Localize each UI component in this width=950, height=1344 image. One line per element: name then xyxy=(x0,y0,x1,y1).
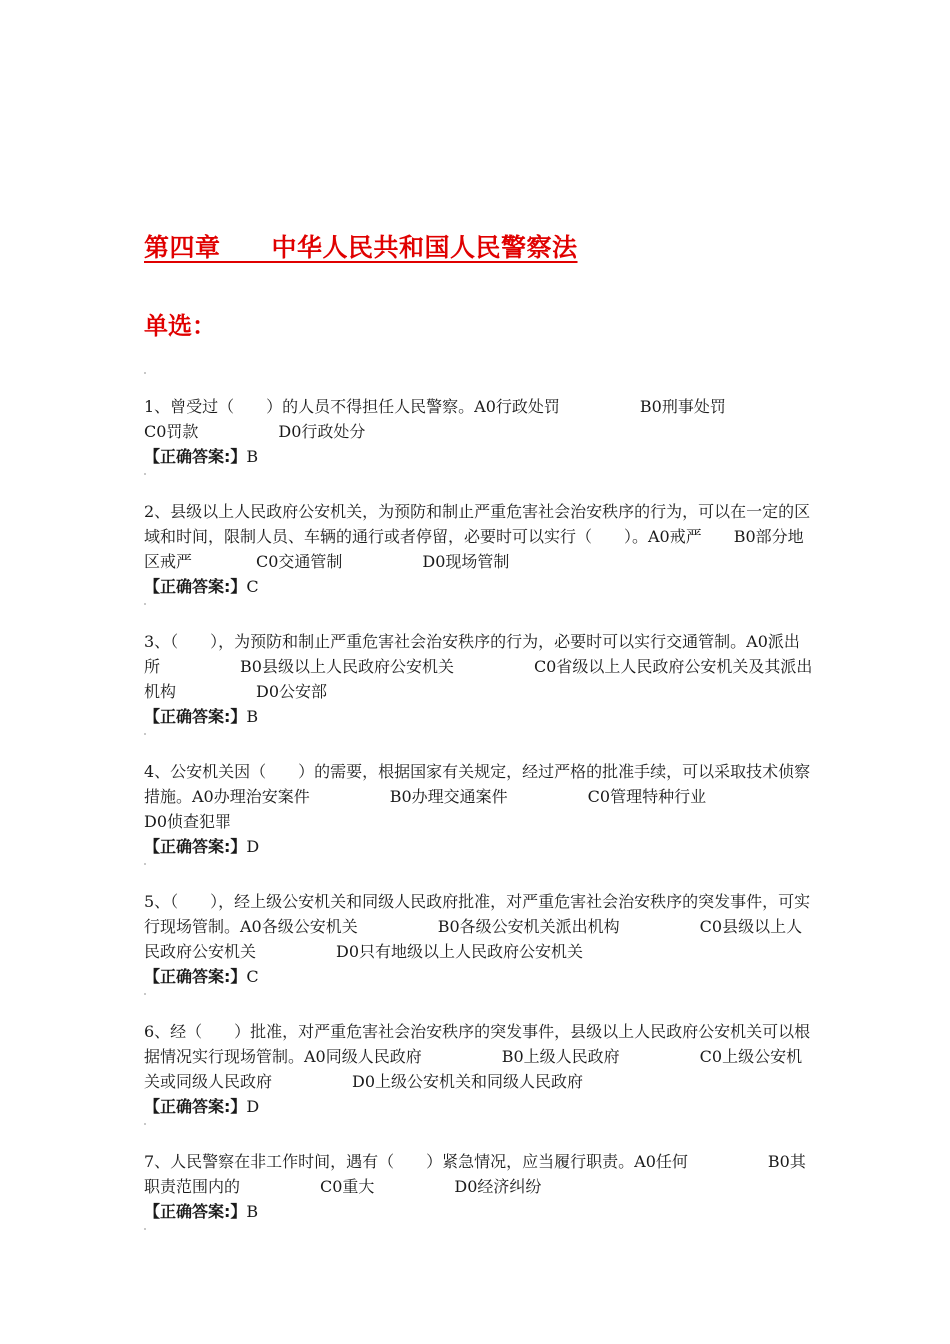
question-text: 6、经（ ）批准，对严重危害社会治安秩序的突发事件，县级以上人民政府公安机关可以根据情况实行现场管制。A0同级人民政府 B0上级人民政府 C0上级公安机关或同级人民政府 D0上级公安机关和同级人民政府 xyxy=(144,1022,811,1091)
separator-dot xyxy=(144,1123,146,1125)
answer-line xyxy=(144,1094,814,1119)
answer-line xyxy=(144,1199,814,1224)
question-text: 7、人民警察在非工作时间，遇有（ ）紧急情况，应当履行职责。A0任何 B0其职责范围内的 C0重大 D0经济纠纷 xyxy=(144,1152,806,1196)
section-label: 单选： xyxy=(144,312,216,340)
question-list xyxy=(144,394,814,1254)
separator-dot xyxy=(144,603,146,605)
answer-line xyxy=(144,574,814,599)
answer-label: 【正确答案:】 xyxy=(144,577,247,596)
question-item xyxy=(144,1019,814,1125)
answer-value: C xyxy=(246,967,259,986)
answer-value: D xyxy=(246,1097,260,1116)
answer-value: B xyxy=(246,1202,259,1221)
answer-label: 【正确答案:】 xyxy=(144,707,247,726)
question-item xyxy=(144,394,814,475)
separator-dot xyxy=(144,993,146,995)
answer-line xyxy=(144,444,814,469)
question-item xyxy=(144,499,814,605)
separator-dot xyxy=(144,733,146,735)
answer-line xyxy=(144,964,814,989)
question-item xyxy=(144,889,814,995)
answer-label: 【正确答案:】 xyxy=(144,1097,247,1116)
chapter-title: 第四章 中华人民共和国人民警察法 xyxy=(144,233,578,262)
separator-dot xyxy=(144,1228,146,1230)
answer-label: 【正确答案:】 xyxy=(144,967,247,986)
answer-value: D xyxy=(246,837,260,856)
answer-line xyxy=(144,704,814,729)
answer-label: 【正确答案:】 xyxy=(144,837,247,856)
separator-dot xyxy=(144,473,146,475)
answer-label: 【正确答案:】 xyxy=(144,447,247,466)
question-text: 1、曾受过（ ）的人员不得担任人民警察。A0行政处罚 B0刑事处罚 C0罚款 D0行政处分 xyxy=(144,397,726,441)
question-text: 3、（ ），为预防和制止严重危害社会治安秩序的行为，必要时可以实行交通管制。A0派出所 B0县级以上人民政府公安机关 C0省级以上人民政府公安机关及其派出机构 D0公安部 xyxy=(144,632,813,701)
answer-value: B xyxy=(246,707,259,726)
answer-label: 【正确答案:】 xyxy=(144,1202,247,1221)
answer-line xyxy=(144,834,814,859)
question-item xyxy=(144,1149,814,1230)
answer-value: B xyxy=(246,447,259,466)
answer-value: C xyxy=(246,577,259,596)
question-text: 4、公安机关因（ ）的需要，根据国家有关规定，经过严格的批准手续，可以采取技术侦察措施。A0办理治安案件 B0办理交通案件 C0管理特种行业 D0侦查犯罪 xyxy=(144,762,811,831)
question-text: 5、（ ），经上级公安机关和同级人民政府批准，对严重危害社会治安秩序的突发事件，可实行现场管制。A0各级公安机关 B0各级公安机关派出机构 C0县级以上人民政府公安机关 D0只有地级以上人民政府公安机关 xyxy=(144,892,811,961)
question-text: 2、县级以上人民政府公安机关，为预防和制止严重危害社会治安秩序的行为，可以在一定的区域和时间，限制人员、车辆的通行或者停留，必要时可以实行（ ）。A0戒严 B0部分地区戒严 C0交通管制 D0现场管制 xyxy=(144,502,811,571)
separator-dot xyxy=(144,863,146,865)
question-item xyxy=(144,629,814,735)
question-item xyxy=(144,759,814,865)
separator-dot xyxy=(144,372,146,374)
